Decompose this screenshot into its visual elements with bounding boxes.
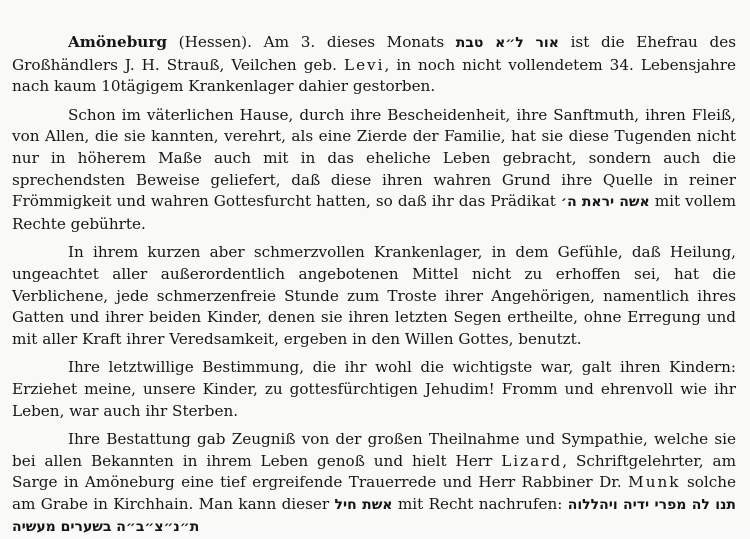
- paragraph-funeral: [12, 429, 736, 539]
- funeral-text-middle: , Schriftgelehrter, am Sarge in Amöneburg eine tief ergreifende Trauerrede und Herr Rabbiner Dr.: [12, 451, 736, 492]
- closing-text: mit Recht nachrufen:: [397, 494, 563, 513]
- name-munk: Munk: [628, 473, 681, 492]
- virtues-text-end: mit vollem Rechte gebührte.: [12, 192, 736, 233]
- funeral-text-start: Ihre Bestattung gab Zeugniß von der großen Theilnahme und Sympathie, welche sie bei allen Bekannten in ihrem Leben genoß und hielt Herr: [12, 430, 736, 470]
- last-will-text: Ihre letztwillige Bestimmung, die ihr wohl die wichtigste war, galt ihren Kindern: Erziehet meine, unsere Kinder, zu gottesfürchtigen Jehudim! Fromm und ehrenvoll wie ihr Leben, war auch ihr Sterben.: [12, 358, 736, 420]
- illness-text: In ihrem kurzen aber schmerzvollen Krankenlager, in dem Gefühle, daß Heilung, ungeachtet aller außerordentlich angebotenen Mittel nicht zu erhoffen sei, hat die Verblichene, jede schmerzenfreie Stunde zum Troste ihrer Angehörigen, namentlich ihres Gatten und ihrer beiden Kinder, denen sie ihren letzten Segen ertheilte, ohne Erregung und mit aller Kraft ihrer Veredsamkeit, ergeben in den Willen Gottes, benutzt.: [12, 243, 736, 348]
- hebrew-tehi-nishmatah: ת״נ״צ״ב״ה: [116, 519, 200, 536]
- paragraph-last-will: [12, 357, 736, 422]
- hebrew-eshet-chayil: אשת חיל: [334, 496, 393, 513]
- announcement-text-start: Am 3. dieses Monats: [263, 33, 445, 51]
- paragraph-virtues: [12, 105, 736, 236]
- maiden-name-levi: Levi: [343, 55, 385, 74]
- hebrew-epithet: אשה יראת ה׳: [560, 194, 650, 211]
- paragraph-illness: [12, 242, 736, 350]
- name-lizard: Lizard: [501, 451, 563, 470]
- place-name: Amöneburg: [68, 33, 167, 51]
- announcement-text-end: , in noch nicht vollendetem 34. Lebensjahre nach kaum 10tägigem Krankenlager dahier gestorben.: [12, 55, 736, 96]
- paragraph-announcement: [12, 32, 736, 98]
- hebrew-date: אור ל״א טבת: [455, 35, 559, 51]
- hebrew-proverb-quote: תנו לה מפרי ידיה ויהללוה בשערים מעשיה: [12, 496, 736, 536]
- announcement-text-middle: ist die Ehefrau des Großhändlers J. H. Strauß, Veilchen geb.: [12, 33, 737, 74]
- funeral-text-end: solche am Grabe in Kirchhain. Man kann dieser: [12, 473, 737, 513]
- region-name: (Hessen).: [178, 33, 252, 51]
- virtues-text: Schon im väterlichen Hause, durch ihre Bescheidenheit, ihre Sanftmuth, ihren Fleiß, von Allen, die sie kannten, verehrt, als eine Zierde der Familie, hat sie diese Tugenden nicht nur in höherem Maße auch mit in das eheliche Leben gebracht, sondern auch die sprechendsten Beweise geliefert, daß diese ihren wahren Grund ihre Quelle in reiner Frömmigkeit und wahren Gottesfurcht hatten, so daß ihr das Prädikat: [12, 105, 736, 211]
